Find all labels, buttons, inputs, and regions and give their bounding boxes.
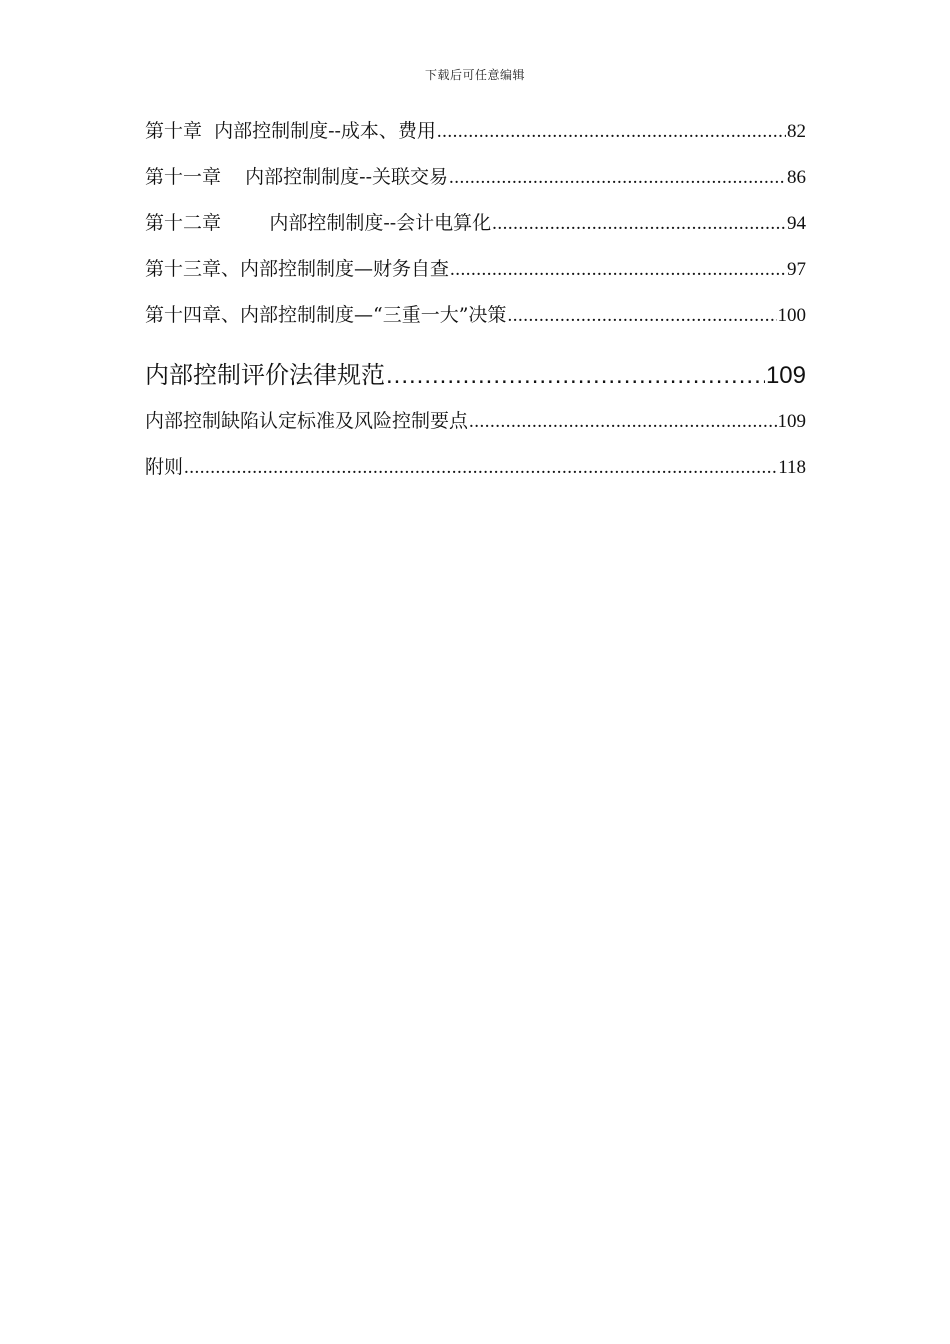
toc-page-number: 100 — [777, 305, 806, 326]
toc-page-number: 94 — [787, 213, 806, 234]
toc-page-number: 109 — [765, 362, 806, 389]
toc-dot-leader — [507, 305, 776, 327]
toc-entry-title: 第十章 内部控制制度--成本、费用 — [145, 120, 436, 142]
toc-entry-section-legal-norms[interactable] — [145, 355, 806, 389]
toc-entry-supplementary-provisions[interactable] — [145, 452, 806, 480]
toc-dot-leader — [450, 259, 786, 281]
toc-dot-leader — [449, 167, 786, 189]
page-header: 下载后可任意编辑 — [424, 68, 525, 82]
toc-entry-chapter-10[interactable] — [145, 116, 806, 144]
toc-dot-leader — [492, 213, 786, 235]
toc-page-number: 109 — [777, 411, 806, 432]
toc-entry-title: 附则 — [145, 456, 184, 478]
toc-entry-chapter-13[interactable] — [145, 254, 806, 282]
toc-dot-leader — [437, 121, 786, 143]
toc-page-number: 86 — [787, 167, 806, 188]
toc-page-number: 97 — [787, 259, 806, 280]
toc-entry-title: 第十二章 内部控制制度--会计电算化 — [145, 212, 492, 234]
toc-entry-title: 第十四章、内部控制制度—“三重一大”决策 — [145, 304, 507, 326]
toc-entry-chapter-12[interactable] — [145, 208, 806, 236]
toc-entry-title: 第十三章、内部控制制度—财务自查 — [145, 258, 450, 280]
toc-entry-defect-standards[interactable] — [145, 406, 806, 434]
toc-dot-leader — [386, 362, 765, 389]
toc-entry-title: 内部控制缺陷认定标准及风险控制要点 — [145, 410, 469, 432]
toc-dot-leader — [469, 411, 776, 433]
toc-dot-leader — [184, 457, 777, 479]
toc-entry-chapter-11[interactable] — [145, 162, 806, 190]
toc-page-number: 82 — [787, 121, 806, 142]
toc-entry-title: 第十一章 内部控制制度--关联交易 — [145, 166, 448, 188]
toc-page-number: 118 — [778, 457, 806, 478]
toc-entry-title: 内部控制评价法律规范 — [145, 361, 385, 389]
toc-entry-chapter-14[interactable] — [145, 300, 806, 328]
